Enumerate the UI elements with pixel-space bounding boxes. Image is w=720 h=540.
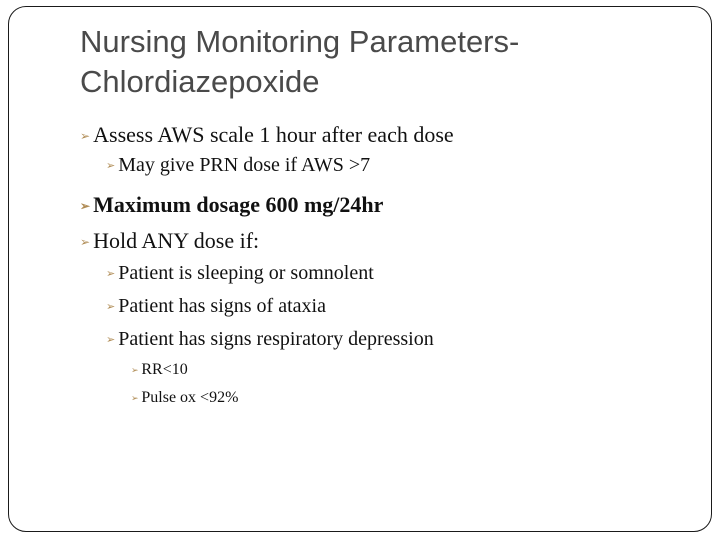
bullet-arrow-icon: ➢: [106, 334, 116, 347]
bullet-assess-aws: [80, 122, 454, 148]
bullet-arrow-icon: ➢: [131, 364, 139, 375]
bullet-text: Hold ANY dose if:: [93, 228, 260, 253]
bullet-text: Patient is sleeping or somnolent: [118, 262, 374, 284]
bullet-arrow-icon: ➢: [106, 268, 116, 281]
bullet-rr: [131, 361, 188, 379]
bullet-arrow-icon: ➢: [80, 235, 91, 250]
bullet-arrow-icon: ➢: [80, 199, 91, 214]
slide-title: [80, 22, 680, 102]
bullet-sleeping: [106, 262, 374, 285]
bullet-text: Assess AWS scale 1 hour after each dose: [93, 122, 454, 147]
bullet-text: Pulse ox <92%: [141, 389, 239, 406]
bullet-text: Patient has signs respiratory depression: [118, 328, 434, 350]
bullet-arrow-icon: ➢: [106, 301, 116, 314]
bullet-text: RR<10: [141, 361, 188, 378]
slide-title-line-1: Nursing Monitoring Parameters-: [80, 24, 520, 59]
bullet-arrow-icon: ➢: [106, 160, 116, 173]
bullet-maximum-dosage: [80, 192, 383, 218]
bullet-respiratory-depression: [106, 328, 434, 351]
bullet-ataxia: [106, 295, 326, 318]
bullet-prn-dose: [106, 154, 370, 177]
bullet-pulse-ox: [131, 389, 238, 407]
bullet-text: Maximum dosage 600 mg/24hr: [93, 192, 384, 217]
bullet-arrow-icon: ➢: [80, 129, 91, 144]
bullet-text: May give PRN dose if AWS >7: [118, 154, 371, 176]
slide-title-line-2: Chlordiazepoxide: [80, 64, 320, 99]
bullet-arrow-icon: ➢: [131, 392, 139, 403]
bullet-hold-dose: [80, 228, 259, 254]
bullet-text: Patient has signs of ataxia: [118, 295, 326, 317]
